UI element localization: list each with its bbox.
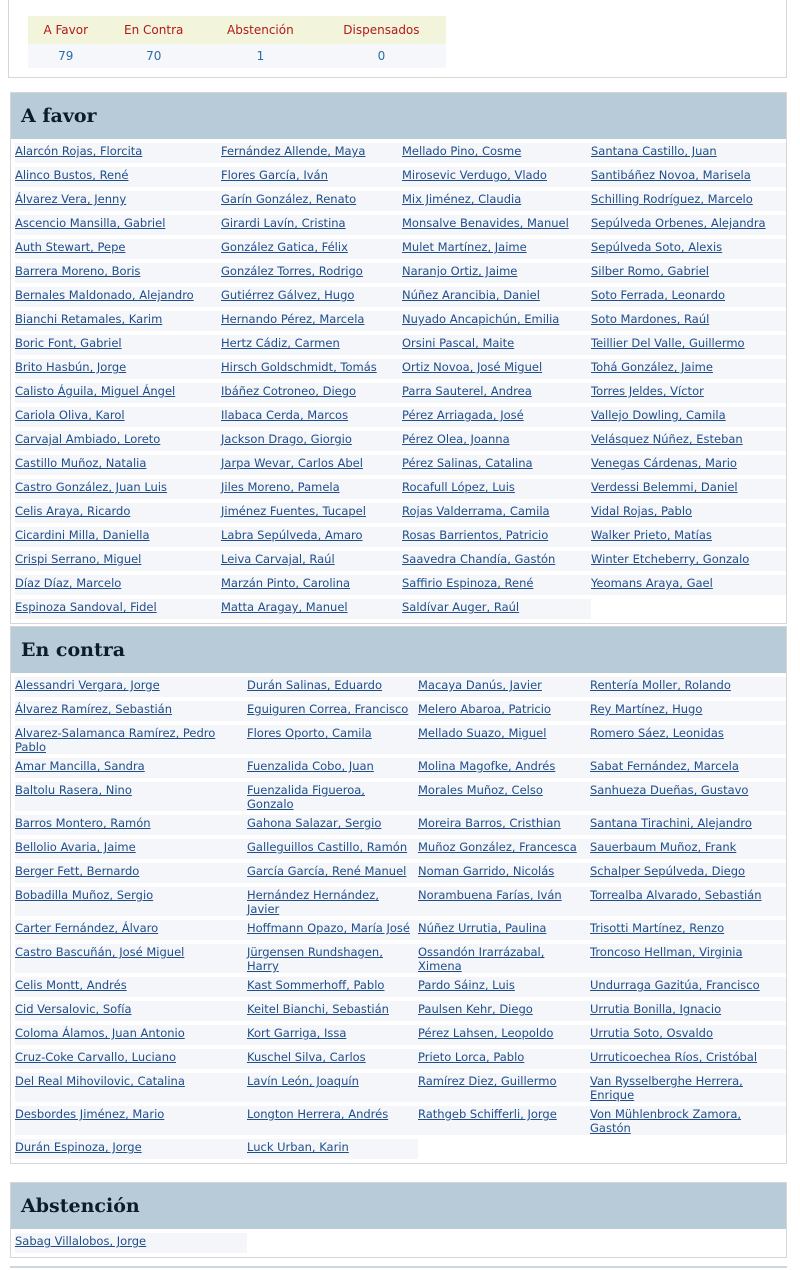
section-abstencion	[10, 1182, 787, 1258]
deputy-link[interactable]: Ossandón Irarrázabal, Ximena	[418, 944, 590, 973]
deputy-link[interactable]: Santana Tirachini, Alejandro	[590, 815, 786, 835]
deputy-link[interactable]: Eguiguren Correa, Francisco	[247, 701, 418, 721]
deputy-link[interactable]: Fernández Allende, Maya	[221, 143, 402, 163]
summary-value-row	[28, 44, 446, 68]
deputy-link[interactable]: Marzán Pinto, Carolina	[221, 575, 402, 595]
deputy-link[interactable]: Cariola Oliva, Karol	[15, 407, 221, 427]
deputy-link[interactable]: Espinoza Sandoval, Fidel	[15, 599, 221, 619]
section-title-abstencion: Abstención	[11, 1183, 786, 1229]
section-en-contra	[10, 626, 787, 1164]
deputy-link[interactable]: Naranjo Ortiz, Jaime	[402, 263, 591, 283]
deputy-link[interactable]: Yeomans Araya, Gael	[591, 575, 786, 595]
deputy-link[interactable]: Mellado Pino, Cosme	[402, 143, 591, 163]
header-a-favor: A Favor	[28, 16, 103, 44]
deputy-link[interactable]: Teillier Del Valle, Guillermo	[591, 335, 786, 355]
deputy-link[interactable]: Muñoz González, Francesca	[418, 839, 590, 859]
deputy-link[interactable]: Rathgeb Schifferli, Jorge	[418, 1106, 590, 1135]
deputy-link[interactable]: Santana Castillo, Juan	[591, 143, 786, 163]
deputy-link[interactable]: Von Mühlenbrock Zamora, Gastón	[590, 1106, 786, 1135]
deputy-link[interactable]: Cid Versalovic, Sofía	[15, 1001, 247, 1021]
deputy-link[interactable]: Sepúlveda Orbenes, Alejandra	[591, 215, 786, 235]
deputy-link[interactable]: Celis Araya, Ricardo	[15, 503, 221, 523]
empty-cell	[590, 1139, 786, 1159]
deputy-link[interactable]: Pardo Sáinz, Luis	[418, 977, 590, 997]
deputy-link[interactable]: Girardi Lavín, Cristina	[221, 215, 402, 235]
deputy-link[interactable]: Brito Hasbún, Jorge	[15, 359, 221, 379]
deputy-link[interactable]: Macaya Danús, Javier	[418, 677, 590, 697]
deputy-link[interactable]: Rentería Moller, Rolando	[590, 677, 786, 697]
deputy-link[interactable]: Kuschel Silva, Carlos	[247, 1049, 418, 1069]
count-a-favor: 79	[28, 44, 103, 68]
deputy-link[interactable]: Parra Sauterel, Andrea	[402, 383, 591, 403]
deputy-link[interactable]: Jiménez Fuentes, Tucapel	[221, 503, 402, 523]
deputy-link[interactable]: Sabag Villalobos, Jorge	[15, 1233, 247, 1253]
count-abstencion: 1	[204, 44, 317, 68]
section-a-favor	[10, 92, 787, 624]
deputy-link[interactable]: Morales Muñoz, Celso	[418, 782, 590, 811]
deputy-link[interactable]: Lavín León, Joaquín	[247, 1073, 418, 1102]
deputy-link[interactable]: Fuenzalida Cobo, Juan	[247, 758, 418, 778]
deputy-link[interactable]: Baltolu Rasera, Nino	[15, 782, 247, 811]
deputy-link[interactable]: Carter Fernández, Álvaro	[15, 920, 247, 940]
deputy-link[interactable]: Pérez Salinas, Catalina	[402, 455, 591, 475]
deputy-link[interactable]: Kort Garriga, Issa	[247, 1025, 418, 1045]
deputy-link[interactable]: Díaz Díaz, Marcelo	[15, 575, 221, 595]
deputy-link[interactable]: Pérez Olea, Joanna	[402, 431, 591, 451]
deputy-link[interactable]: Fuenzalida Figueroa, Gonzalo	[247, 782, 418, 811]
deputy-link[interactable]: Coloma Álamos, Juan Antonio	[15, 1025, 247, 1045]
deputy-link[interactable]: Leiva Carvajal, Raúl	[221, 551, 402, 571]
bottom-divider	[10, 1266, 787, 1268]
deputy-link[interactable]: Romero Sáez, Leonidas	[590, 725, 786, 754]
deputy-link[interactable]: Molina Magofke, Andrés	[418, 758, 590, 778]
header-en-contra: En Contra	[103, 16, 203, 44]
summary-header-row	[28, 16, 446, 44]
deputy-link[interactable]: Hoffmann Opazo, María José	[247, 920, 418, 940]
deputy-link[interactable]: Crispi Serrano, Miguel	[15, 551, 221, 571]
deputy-link[interactable]: Sepúlveda Soto, Alexis	[591, 239, 786, 259]
deputy-link[interactable]: Luck Urban, Karin	[247, 1139, 418, 1159]
deputy-link[interactable]: Barros Montero, Ramón	[15, 815, 247, 835]
deputy-link[interactable]: Nuyado Ancapichún, Emilia	[402, 311, 591, 331]
empty-cell	[590, 1233, 786, 1253]
deputy-link[interactable]: Paulsen Kehr, Diego	[418, 1001, 590, 1021]
deputy-link[interactable]: Torres Jeldes, Víctor	[591, 383, 786, 403]
deputy-link[interactable]: Troncoso Hellman, Virginia	[590, 944, 786, 973]
deputy-link[interactable]: Álvarez Ramírez, Sebastián	[15, 701, 247, 721]
empty-cell	[418, 1139, 590, 1159]
deputy-link[interactable]: Barrera Moreno, Boris	[15, 263, 221, 283]
deputy-link[interactable]: Soto Ferrada, Leonardo	[591, 287, 786, 307]
deputy-link[interactable]: García García, René Manuel	[247, 863, 418, 883]
deputy-link[interactable]: Urrutia Soto, Osvaldo	[590, 1025, 786, 1045]
deputy-link[interactable]: Trisotti Martínez, Renzo	[590, 920, 786, 940]
deputy-link[interactable]: Ilabaca Cerda, Marcos	[221, 407, 402, 427]
vote-summary-box	[8, 0, 787, 78]
section-title-en-contra: En contra	[11, 627, 786, 673]
deputy-link[interactable]: Jarpa Wevar, Carlos Abel	[221, 455, 402, 475]
empty-cell	[247, 1233, 418, 1253]
deputy-link[interactable]: Vallejo Dowling, Camila	[591, 407, 786, 427]
deputy-link[interactable]: Sanhueza Dueñas, Gustavo	[590, 782, 786, 811]
deputy-link[interactable]: Boric Font, Gabriel	[15, 335, 221, 355]
deputy-link[interactable]: Mulet Martínez, Jaime	[402, 239, 591, 259]
deputy-link[interactable]: Bobadilla Muñoz, Sergio	[15, 887, 247, 916]
header-dispensados: Dispensados	[317, 16, 446, 44]
deputy-link[interactable]: Durán Espinoza, Jorge	[15, 1139, 247, 1159]
deputy-link[interactable]: Urruticoechea Ríos, Cristóbal	[590, 1049, 786, 1069]
deputy-link[interactable]: Hirsch Goldschmidt, Tomás	[221, 359, 402, 379]
count-en-contra: 70	[103, 44, 203, 68]
deputy-link[interactable]: Alessandri Vergara, Jorge	[15, 677, 247, 697]
deputy-link[interactable]: Núñez Arancibia, Daniel	[402, 287, 591, 307]
deputy-link[interactable]: Calisto Águila, Miguel Ángel	[15, 383, 221, 403]
deputy-link[interactable]: Venegas Cárdenas, Mario	[591, 455, 786, 475]
deputy-link[interactable]: Galleguillos Castillo, Ramón	[247, 839, 418, 859]
deputy-link[interactable]: Saffirio Espinoza, René	[402, 575, 591, 595]
deputy-link[interactable]: Celis Montt, Andrés	[15, 977, 247, 997]
deputy-link[interactable]: González Gatica, Félix	[221, 239, 402, 259]
deputy-link[interactable]: Bianchi Retamales, Karim	[15, 311, 221, 331]
deputy-link[interactable]: Hernández Hernández, Javier	[247, 887, 418, 916]
deputy-link[interactable]: Ramírez Diez, Guillermo	[418, 1073, 590, 1102]
deputy-link[interactable]: Van Rysselberghe Herrera, Enrique	[590, 1073, 786, 1102]
deputy-link[interactable]: Matta Aragay, Manuel	[221, 599, 402, 619]
deputy-link[interactable]: Walker Prieto, Matías	[591, 527, 786, 547]
deputy-link[interactable]: Noman Garrido, Nicolás	[418, 863, 590, 883]
deputy-link[interactable]: Castro González, Juan Luis	[15, 479, 221, 499]
deputy-link[interactable]: Ibáñez Cotroneo, Diego	[221, 383, 402, 403]
deputy-link[interactable]: Melero Abaroa, Patricio	[418, 701, 590, 721]
deputy-link[interactable]: Castro Bascuñán, José Miguel	[15, 944, 247, 973]
deputy-link[interactable]: Norambuena Farías, Iván	[418, 887, 590, 916]
deputy-link[interactable]: Amar Mancilla, Sandra	[15, 758, 247, 778]
deputy-link[interactable]: Mix Jiménez, Claudia	[402, 191, 591, 211]
count-dispensados: 0	[317, 44, 446, 68]
deputy-link[interactable]: Saavedra Chandía, Gastón	[402, 551, 591, 571]
deputy-link[interactable]: Rojas Valderrama, Camila	[402, 503, 591, 523]
deputy-link[interactable]: Ortiz Novoa, José Miguel	[402, 359, 591, 379]
deputy-link[interactable]: Hertz Cádiz, Carmen	[221, 335, 402, 355]
deputy-link[interactable]: Urrutia Bonilla, Ignacio	[590, 1001, 786, 1021]
deputy-link[interactable]: Rosas Barrientos, Patricio	[402, 527, 591, 547]
deputy-link[interactable]: González Torres, Rodrigo	[221, 263, 402, 283]
deputy-link[interactable]: Verdessi Belemmi, Daniel	[591, 479, 786, 499]
deputy-link[interactable]: Orsini Pascal, Maite	[402, 335, 591, 355]
deputy-link[interactable]: Santibáñez Novoa, Marisela	[591, 167, 786, 187]
deputy-link[interactable]: Tohá González, Jaime	[591, 359, 786, 379]
deputy-link[interactable]: Núñez Urrutia, Paulina	[418, 920, 590, 940]
deputy-link[interactable]: Del Real Mihovilovic, Catalina	[15, 1073, 247, 1102]
deputy-link[interactable]: Saldívar Auger, Raúl	[402, 599, 591, 619]
name-grid-a-favor	[11, 139, 786, 623]
deputy-link[interactable]: Vidal Rojas, Pablo	[591, 503, 786, 523]
deputy-link[interactable]: Sabat Fernández, Marcela	[590, 758, 786, 778]
deputy-link[interactable]: Pérez Lahsen, Leopoldo	[418, 1025, 590, 1045]
deputy-link[interactable]: Cruz-Coke Carvallo, Luciano	[15, 1049, 247, 1069]
deputy-link[interactable]: Mellado Suazo, Miguel	[418, 725, 590, 754]
deputy-link[interactable]: Ascencio Mansilla, Gabriel	[15, 215, 221, 235]
deputy-link[interactable]: Flores García, Iván	[221, 167, 402, 187]
deputy-link[interactable]: Kast Sommerhoff, Pablo	[247, 977, 418, 997]
empty-cell	[418, 1233, 590, 1253]
deputy-link[interactable]: Keitel Bianchi, Sebastián	[247, 1001, 418, 1021]
deputy-link[interactable]: Hernando Pérez, Marcela	[221, 311, 402, 331]
deputy-link[interactable]: Alvarez-Salamanca Ramírez, Pedro Pablo	[15, 725, 247, 754]
deputy-link[interactable]: Cicardini Milla, Daniella	[15, 527, 221, 547]
deputy-link[interactable]: Gutiérrez Gálvez, Hugo	[221, 287, 402, 307]
deputy-link[interactable]: Torrealba Alvarado, Sebastián	[590, 887, 786, 916]
deputy-link[interactable]: Prieto Lorca, Pablo	[418, 1049, 590, 1069]
deputy-link[interactable]: Mirosevic Verdugo, Vlado	[402, 167, 591, 187]
deputy-link[interactable]: Longton Herrera, Andrés	[247, 1106, 418, 1135]
deputy-link[interactable]: Schilling Rodríguez, Marcelo	[591, 191, 786, 211]
deputy-link[interactable]: Rey Martínez, Hugo	[590, 701, 786, 721]
deputy-link[interactable]: Moreira Barros, Cristhian	[418, 815, 590, 835]
deputy-link[interactable]: Monsalve Benavides, Manuel	[402, 215, 591, 235]
deputy-link[interactable]: Jürgensen Rundshagen, Harry	[247, 944, 418, 973]
name-grid-abstencion	[11, 1229, 786, 1257]
deputy-link[interactable]: Sauerbaum Muñoz, Frank	[590, 839, 786, 859]
deputy-link[interactable]: Labra Sepúlveda, Amaro	[221, 527, 402, 547]
deputy-link[interactable]: Undurraga Gazitúa, Francisco	[590, 977, 786, 997]
deputy-link[interactable]: Alinco Bustos, René	[15, 167, 221, 187]
deputy-link[interactable]: Berger Fett, Bernardo	[15, 863, 247, 883]
deputy-link[interactable]: Álvarez Vera, Jenny	[15, 191, 221, 211]
deputy-link[interactable]: Schalper Sepúlveda, Diego	[590, 863, 786, 883]
deputy-link[interactable]: Desbordes Jiménez, Mario	[15, 1106, 247, 1135]
empty-cell	[591, 599, 786, 619]
deputy-link[interactable]: Jiles Moreno, Pamela	[221, 479, 402, 499]
deputy-link[interactable]: Durán Salinas, Eduardo	[247, 677, 418, 697]
deputy-link[interactable]: Castillo Muñoz, Natalia	[15, 455, 221, 475]
deputy-link[interactable]: Auth Stewart, Pepe	[15, 239, 221, 259]
deputy-link[interactable]: Jackson Drago, Giorgio	[221, 431, 402, 451]
vote-summary-table	[28, 16, 446, 68]
section-title-a-favor: A favor	[11, 93, 786, 139]
deputy-link[interactable]: Winter Etcheberry, Gonzalo	[591, 551, 786, 571]
deputy-link[interactable]: Alarcón Rojas, Florcita	[15, 143, 221, 163]
header-abstencion: Abstención	[204, 16, 317, 44]
deputy-link[interactable]: Soto Mardones, Raúl	[591, 311, 786, 331]
deputy-link[interactable]: Bernales Maldonado, Alejandro	[15, 287, 221, 307]
deputy-link[interactable]: Garín González, Renato	[221, 191, 402, 211]
deputy-link[interactable]: Pérez Arriagada, José	[402, 407, 591, 427]
deputy-link[interactable]: Silber Romo, Gabriel	[591, 263, 786, 283]
deputy-link[interactable]: Carvajal Ambiado, Loreto	[15, 431, 221, 451]
deputy-link[interactable]: Gahona Salazar, Sergio	[247, 815, 418, 835]
deputy-link[interactable]: Bellolio Avaria, Jaime	[15, 839, 247, 859]
name-grid-en-contra	[11, 673, 786, 1163]
deputy-link[interactable]: Rocafull López, Luis	[402, 479, 591, 499]
deputy-link[interactable]: Velásquez Núñez, Esteban	[591, 431, 786, 451]
deputy-link[interactable]: Flores Oporto, Camila	[247, 725, 418, 754]
